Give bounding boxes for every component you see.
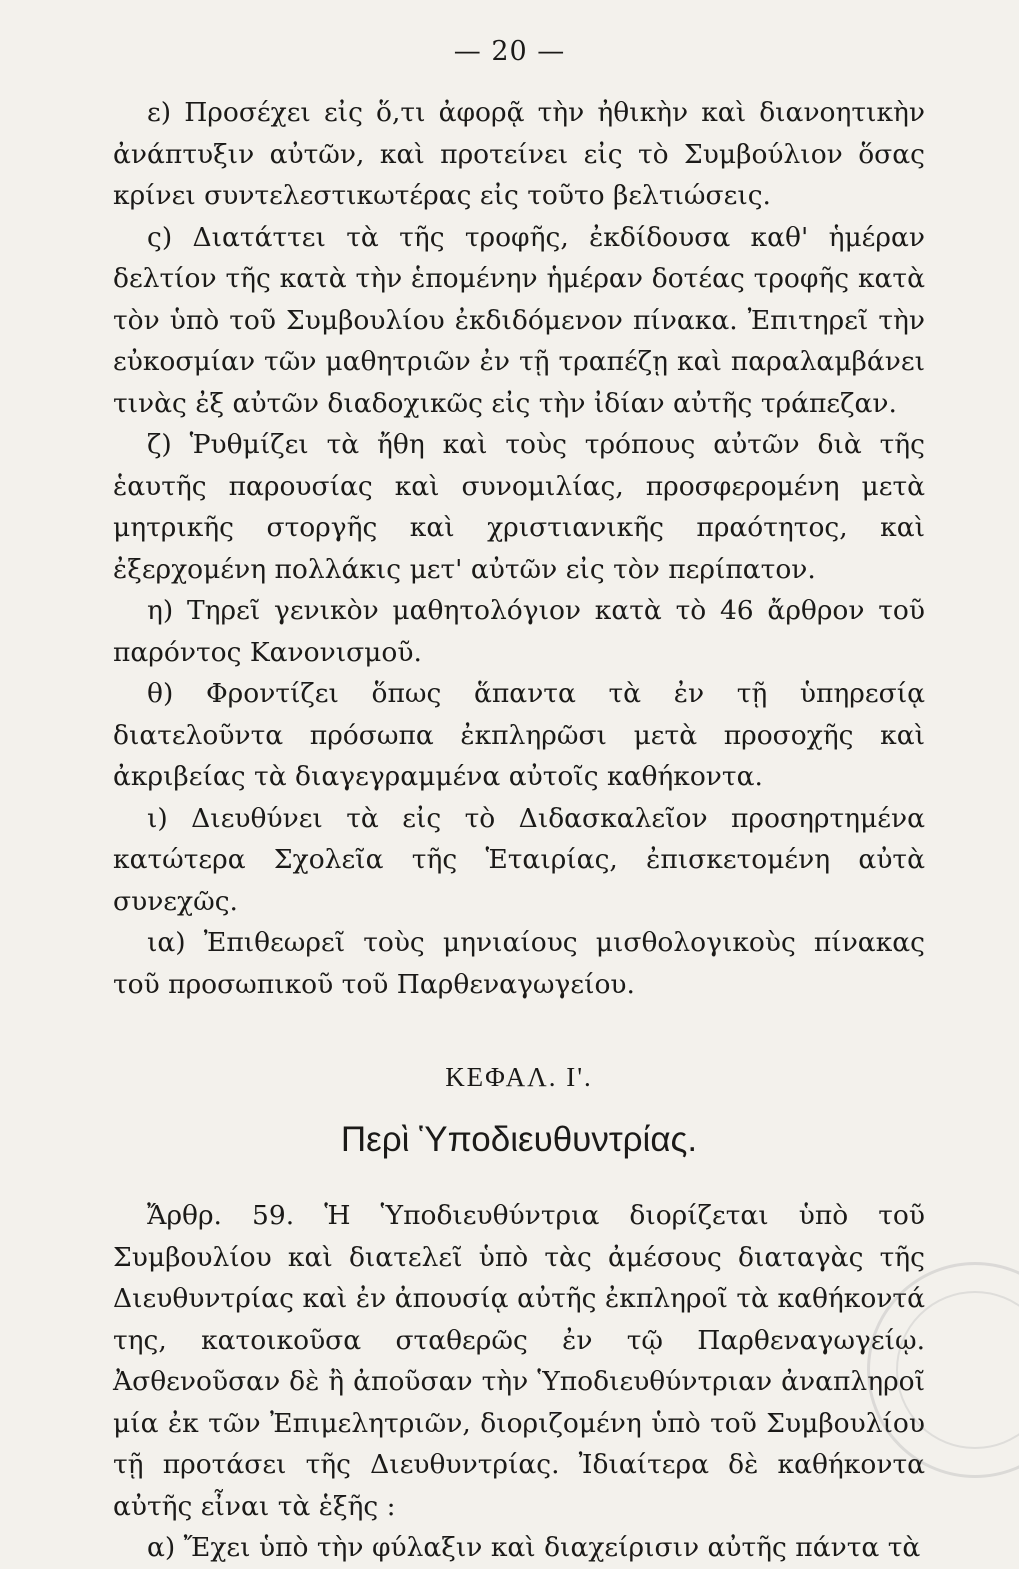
chapter-label: ΚΕΦΑΛ. Ι'.: [445, 1062, 593, 1092]
list-item: ς) Διατάττει τὰ τῆς τροφῆς, ἐκδίδουσα καθ' ἡμέραν δελτίον τῆς κατὰ τὴν ἑπομένην ἡμέραν δοτέας τροφῆς κατὰ τὸν ὑπὸ τοῦ Συμβουλίου ἐκδιδόμενον πίνακα. Ἐπιτηρεῖ τὴν εὐκοσμίαν τῶν μαθητριῶν ἐν τῇ τραπέζῃ καὶ παραλαμβάνει τινὰς ἐξ αὐτῶν διαδοχικῶς εἰς τὴν ἰδίαν αὐτῆς τράπεζαν.: [113, 221, 925, 419]
article-paragraph: Ἄρθρ. 59. Ἡ Ὑποδιευθύντρια διορίζεται ὑπὸ τοῦ Συμβουλίου καὶ διατελεῖ ὑπὸ τὰς ἀμέσους διαταγὰς τῆς Διευθυντρίας καὶ ἐν ἀπουσίᾳ αὐτῆς ἐκπληροῖ τὰ καθήκοντά της, κατοικοῦσα σταθερῶς ἐν τῷ Παρθεναγωγείῳ. Ἀσθενοῦσαν δὲ ἢ ἀποῦσαν τὴν Ὑποδιευθύντριαν ἀναπληροῖ μία ἐκ τῶν Ἐπιμελητριῶν, διοριζομένη ὑπὸ τοῦ Συμβουλίου τῇ προτάσει τῆς Διευθυντρίας. Ἰδιαίτερα δὲ καθήκοντα αὐτῆς εἶναι τὰ ἑξῆς :: [113, 1200, 925, 1522]
list-item: ι) Διευθύνει τὰ εἰς τὸ Διδασκαλεῖον προσηρτημένα κατώτερα Σχολεῖα τῆς Ἑταιρίας, ἐπισκετομένη αὐτὰ συνεχῶς.: [113, 802, 925, 917]
list-item: ε) Προσέχει εἰς ὅ,τι ἀφορᾷ τὴν ἠθικὴν καὶ διανοητικὴν ἀνάπτυξιν αὐτῶν, καὶ προτείνει εἰς τὸ Συμβούλιον ὅσας κρίνει συντελεστικωτέρας εἰς τοῦτο βελτιώσεις.: [113, 97, 925, 211]
chapter-title: Περὶ Ὑποδιευθυντρίας.: [340, 1120, 698, 1159]
list-item: ια) Ἐπιθεωρεῖ τοὺς μηνιαίους μισθολογικοὺς πίνακας τοῦ προσωπικοῦ τοῦ Παρθεναγωγείου.: [113, 927, 925, 1000]
list-item: α) Ἔχει ὑπὸ τὴν φύλαξιν καὶ διαχείρισιν αὐτῆς πάντα τὰ: [147, 1532, 921, 1563]
page-number: — 20 —: [453, 36, 566, 67]
list-item: θ) Φροντίζει ὅπως ἅπαντα τὰ ἐν τῇ ὑπηρεσίᾳ διατελοῦντα πρόσωπα ἐκπληρῶσι μετὰ προσοχῆς καὶ ἀκριβείας τὰ διαγεγραμμένα αὐτοῖς καθήκοντα.: [113, 678, 925, 792]
list-item: ζ) Ῥυθμίζει τὰ ἤθη καὶ τοὺς τρόπους αὐτῶν διὰ τῆς ἑαυτῆς παρουσίας καὶ συνομιλίας, προσφερομένη μετὰ μητρικῆς στοργῆς καὶ χριστιανικῆς πραότητος, καὶ ἐξερχομένη πολλάκις μετ' αὐτῶν εἰς τὸν περίπατον.: [113, 429, 925, 585]
body-text: [113, 92, 925, 1569]
list-item: η) Τηρεῖ γενικὸν μαθητολόγιον κατὰ τὸ 46 ἄρθρον τοῦ παρόντος Κανονισμοῦ.: [113, 595, 925, 668]
